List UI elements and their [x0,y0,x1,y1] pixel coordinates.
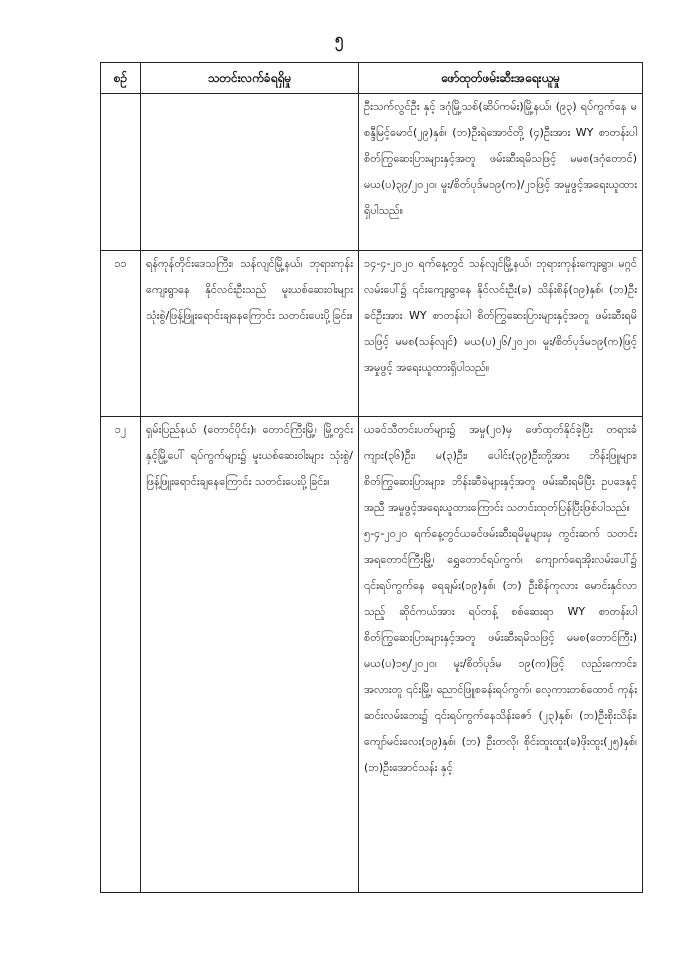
header-serial: စဉ် [101,63,141,94]
page-number: ၅ [334,30,344,48]
report-table [100,62,643,893]
row-serial: ၁၂ [101,417,141,893]
row-report: ရှမ်းပြည်နယ် (တောင်ပိုင်း)၊ တောင်ကြီးမြို့၊ မြို့တွင်းနှင့်မြို့ပေါ် ရပ်ကွက်များ၌ မူးယစ်ဆေးဝါးများ သုံးစွဲ/ဖြန့်ဖြူးရောင်းချနေကြောင်း သတင်းပေးပို့ခြင်း။ [141,417,359,893]
header-action-taken: ဖော်ထုတ်ဖမ်းဆီးအရေးယူမှု [359,63,643,94]
table-header-row [101,63,643,94]
row-action-paragraph-1: ယခင်သီတင်းပတ်များ၌ အမှု(၂၀)မှ ဖော်ထုတ်နိုင်ခဲ့ပြီး တရားခံ ကျား(၃၆)ဦး၊ မ(၃)ဦး၊ ပေါင်း(၃၉)ဦးတို့အား ဘိန်းဖြူများ၊ စိတ်ကြွဆေးပြားများ၊ ဘိန်းဆီခဲများနှင့်အတူ ဖမ်းဆီးရမိပြီး ဥပဒေနှင့်အညီ အမှုဖွင့်အရေးယူထားကြောင်း သတင်းထုတ်ပြန်ပြီးဖြစ်ပါသည်။ [364,423,637,514]
row-action: ဦးသက်လွင်ဦး နှင့် ဒဂုံမြို့သစ်(ဆိပ်ကမ်း)မြို့နယ်၊ (၉၃) ရပ်ကွက်နေ မစန္ဒီမြင့်မောင်(၂၉)နှစ်၊ (ဘ)ဦးရဲအောင်တို့ (၄)ဦးအား WY စာတန်းပါ စိတ်ကြွဆေးပြားများနှင့်အတူ ဖမ်းဆီးရမိသဖြင့် မမစ(ဒဂုံတောင်) မယ(ပ)၃၉/၂၀၂၀၊ မူး/စိတ်ပုဒ်မ၁၉(က)/၂၁ဖြင့် အမှုဖွင့်အရေးယူထားရှိပါသည်။ [359,94,643,251]
row-serial [101,94,141,251]
row-report: ရန်ကုန်တိုင်းဒေသကြီး၊ သန်လျင်မြို့နယ်၊ ဘုရားကုန်းကျေးရွာနေ နိုင်လင်းဦးသည် မူးယစ်ဆေးဝါးများ သုံးစွဲ/ဖြန့်ဖြူးရောင်းချနေကြောင်း သတင်းပေးပို့ခြင်း။ [141,251,359,417]
row-report [141,94,359,251]
table-row [101,251,643,417]
header-report-received: သတင်းလက်ခံရရှိမှု [141,63,359,94]
table-row [101,94,643,251]
row-serial: ၁၁ [101,251,141,417]
row-action-paragraph-2: ၅-၄-၂၀၂၀ ရက်နေ့တွင်ယခင်ဖမ်းဆီးရမိမှုများမှ ကွင်းဆက် သတင်းအရတောင်ကြီးမြို့၊ ရွှေတောင်ရပ်ကွက်၊ ကျောက်ရေအိုးလမ်းပေါ်၌ ၎င်းရပ်ကွက်နေ ရေချမ်း(၁၉)နှစ်၊ (ဘ) ဦးစိန်ကုလား မောင်းနှင်လာသည့် ဆိုင်ကယ်အား ရပ်တန့် စစ်ဆေးရာ WY စာတန်းပါ စိတ်ကြွဆေးပြားများနှင့်အတူ ဖမ်းဆီးရမိသဖြင့် မမစ(တောင်ကြီး) မယ(ပ)၁၅/၂၀၂၀၊ မူး/စိတ်ပုဒ်မ ၁၉(က)ဖြင့် လည်းကောင်း၊ အလားတူ ၎င်းမြို့၊ ညောင်ဖြူစခန်းရပ်ကွက်၊ လေ့ကားတစ်ထောင် ကုန်းဆင်းလမ်းဘေး၌ ၎င်းရပ်ကွက်နေသိန်းဇော် (၂၃)နှစ်၊ (ဘ)ဦးစိုးသိန်း၊ ကျော်မင်းလေး(၁၉)နှစ်၊ (ဘ) ဦးတလို၊ စိုင်းထူးထူး(ခ)ဖိုးထူး(၂၅)နှစ်၊ (ဘ)ဦးအောင်သန်း နှင့် [364,527,637,774]
table-row [101,417,643,893]
row-action: ၁၄-၄-၂၀၂၀ ရက်နေ့တွင် သန်လျင်မြို့နယ်၊ ဘုရားကုန်းကျေးရွာ၊ မဂ္ဂင်လမ်းပေါ်၌ ၎င်းကျေးရွာနေ နိုင်လင်းဦး(ခ) သိန်းစိန်(၁၉)နှစ်၊ (ဘ)ဦးခင်ဦးအား WY စာတန်းပါ စိတ်ကြွဆေးပြားများနှင့်အတူ ဖမ်းဆီးရမိသဖြင့် မမစ(သန်လျင်) မယ(ပ)၂၆/၂၀၂၀၊ မူး/စိတ်ပုဒ်မ၁၉(က)ဖြင့် အမှုဖွင့် အရေးယူထားရှိပါသည်။ [359,251,643,417]
row-action-cell [359,417,643,893]
